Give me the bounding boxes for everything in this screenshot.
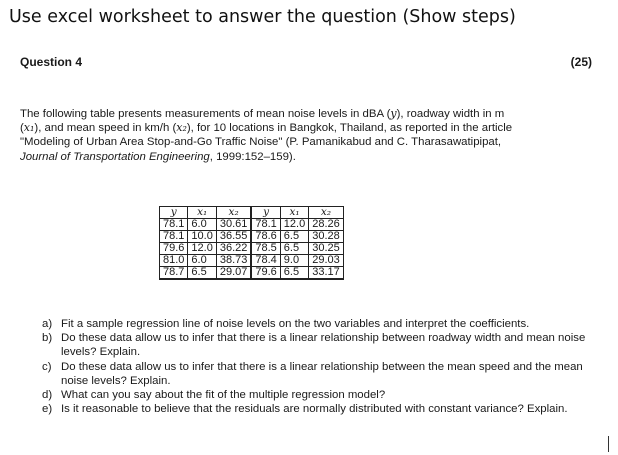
table-row bbox=[160, 243, 344, 255]
header-cell: x₁ bbox=[188, 207, 216, 219]
question-intro bbox=[20, 107, 605, 164]
part-label: b) bbox=[42, 332, 53, 345]
table-cell: 29.07 bbox=[216, 267, 251, 280]
header-cell: y bbox=[251, 207, 280, 219]
table-cell: 81.0 bbox=[160, 255, 188, 267]
part-text: Fit a sample regression line of noise levels on the two variables and interpret the coefficients. bbox=[61, 318, 530, 330]
table-cell: 33.17 bbox=[309, 267, 344, 280]
table-row bbox=[160, 267, 344, 280]
intro-line-3: "Modeling of Urban Area Stop-and-Go Traffic Noise" (P. Pamanikabud and C. Tharasawatipipat, bbox=[20, 136, 502, 149]
table-cell: 12.0 bbox=[188, 243, 216, 255]
question-marks: (25) bbox=[570, 55, 592, 69]
text-cursor bbox=[608, 436, 609, 452]
part-label: a) bbox=[42, 318, 53, 330]
header-cell: x₂ bbox=[309, 207, 344, 219]
table-row bbox=[160, 219, 344, 231]
table-cell: 12.0 bbox=[280, 219, 308, 231]
part-label: e) bbox=[42, 403, 53, 416]
question-part bbox=[42, 331, 602, 359]
table-row bbox=[160, 255, 344, 267]
intro-line-1: The following table presents measurements of mean noise levels in dBA (y), roadway width in m bbox=[20, 107, 505, 120]
header-cell: y bbox=[160, 207, 188, 219]
table-cell: 36.22 bbox=[216, 243, 251, 255]
table-cell: 9.0 bbox=[280, 255, 308, 267]
question-part bbox=[42, 388, 602, 402]
question-part bbox=[42, 360, 602, 388]
table-cell: 6.0 bbox=[188, 219, 216, 231]
table-cell: 10.0 bbox=[188, 231, 216, 243]
worksheet-instruction: Use excel worksheet to answer the question (Show steps) bbox=[9, 7, 516, 27]
table-cell: 30.61 bbox=[216, 219, 251, 231]
table-cell: 28.26 bbox=[309, 219, 344, 231]
header-cell: x₂ bbox=[216, 207, 251, 219]
table-cell: 79.6 bbox=[251, 267, 280, 280]
table-cell: 78.7 bbox=[160, 267, 188, 280]
noise-data-table bbox=[159, 206, 344, 280]
table-cell: 6.5 bbox=[280, 231, 308, 243]
table-header-row bbox=[160, 207, 344, 219]
table-cell: 6.5 bbox=[188, 267, 216, 280]
table-cell: 38.73 bbox=[216, 255, 251, 267]
table-cell: 30.25 bbox=[309, 243, 344, 255]
table-row bbox=[160, 231, 344, 243]
question-part bbox=[42, 402, 602, 416]
table-cell: 78.1 bbox=[160, 219, 188, 231]
journal-name: Journal of Transportation Engineering bbox=[20, 150, 210, 163]
header-cell: x₁ bbox=[280, 207, 308, 219]
table-cell: 6.5 bbox=[280, 243, 308, 255]
intro-line-2: (x₁), and mean speed in km/h (x₂), for 10 locations in Bangkok, Thailand, as reported in the article bbox=[20, 121, 513, 135]
table-cell: 6.0 bbox=[188, 255, 216, 267]
intro-line-4: Journal of Transportation Engineering, 1999:152–159). bbox=[20, 150, 296, 163]
part-text: Do these data allow us to infer that there is a linear relationship between roadway width and mean noise levels? Explain. bbox=[61, 332, 586, 359]
part-text: Is it reasonable to believe that the residuals are normally distributed with constant variance? Explain. bbox=[61, 403, 568, 416]
part-text: Do these data allow us to infer that there is a linear relationship between the mean speed and the mean noise levels? Explain. bbox=[61, 360, 583, 387]
table-cell: 79.6 bbox=[160, 243, 188, 255]
table-cell: 78.5 bbox=[251, 243, 280, 255]
table-cell: 78.4 bbox=[251, 255, 280, 267]
table-cell: 78.1 bbox=[160, 231, 188, 243]
table-cell: 6.5 bbox=[280, 267, 308, 280]
question-part bbox=[42, 317, 602, 331]
part-text: What can you say about the fit of the multiple regression model? bbox=[61, 389, 386, 402]
table-cell: 29.03 bbox=[309, 255, 344, 267]
question-parts-list bbox=[42, 317, 602, 416]
table-cell: 36.55 bbox=[216, 231, 251, 243]
part-label: c) bbox=[42, 360, 52, 373]
table-cell: 30.28 bbox=[309, 231, 344, 243]
table-cell: 78.6 bbox=[251, 231, 280, 243]
question-title: Question 4 bbox=[20, 55, 83, 69]
part-label: d) bbox=[42, 389, 53, 402]
table-cell: 78.1 bbox=[251, 219, 280, 231]
